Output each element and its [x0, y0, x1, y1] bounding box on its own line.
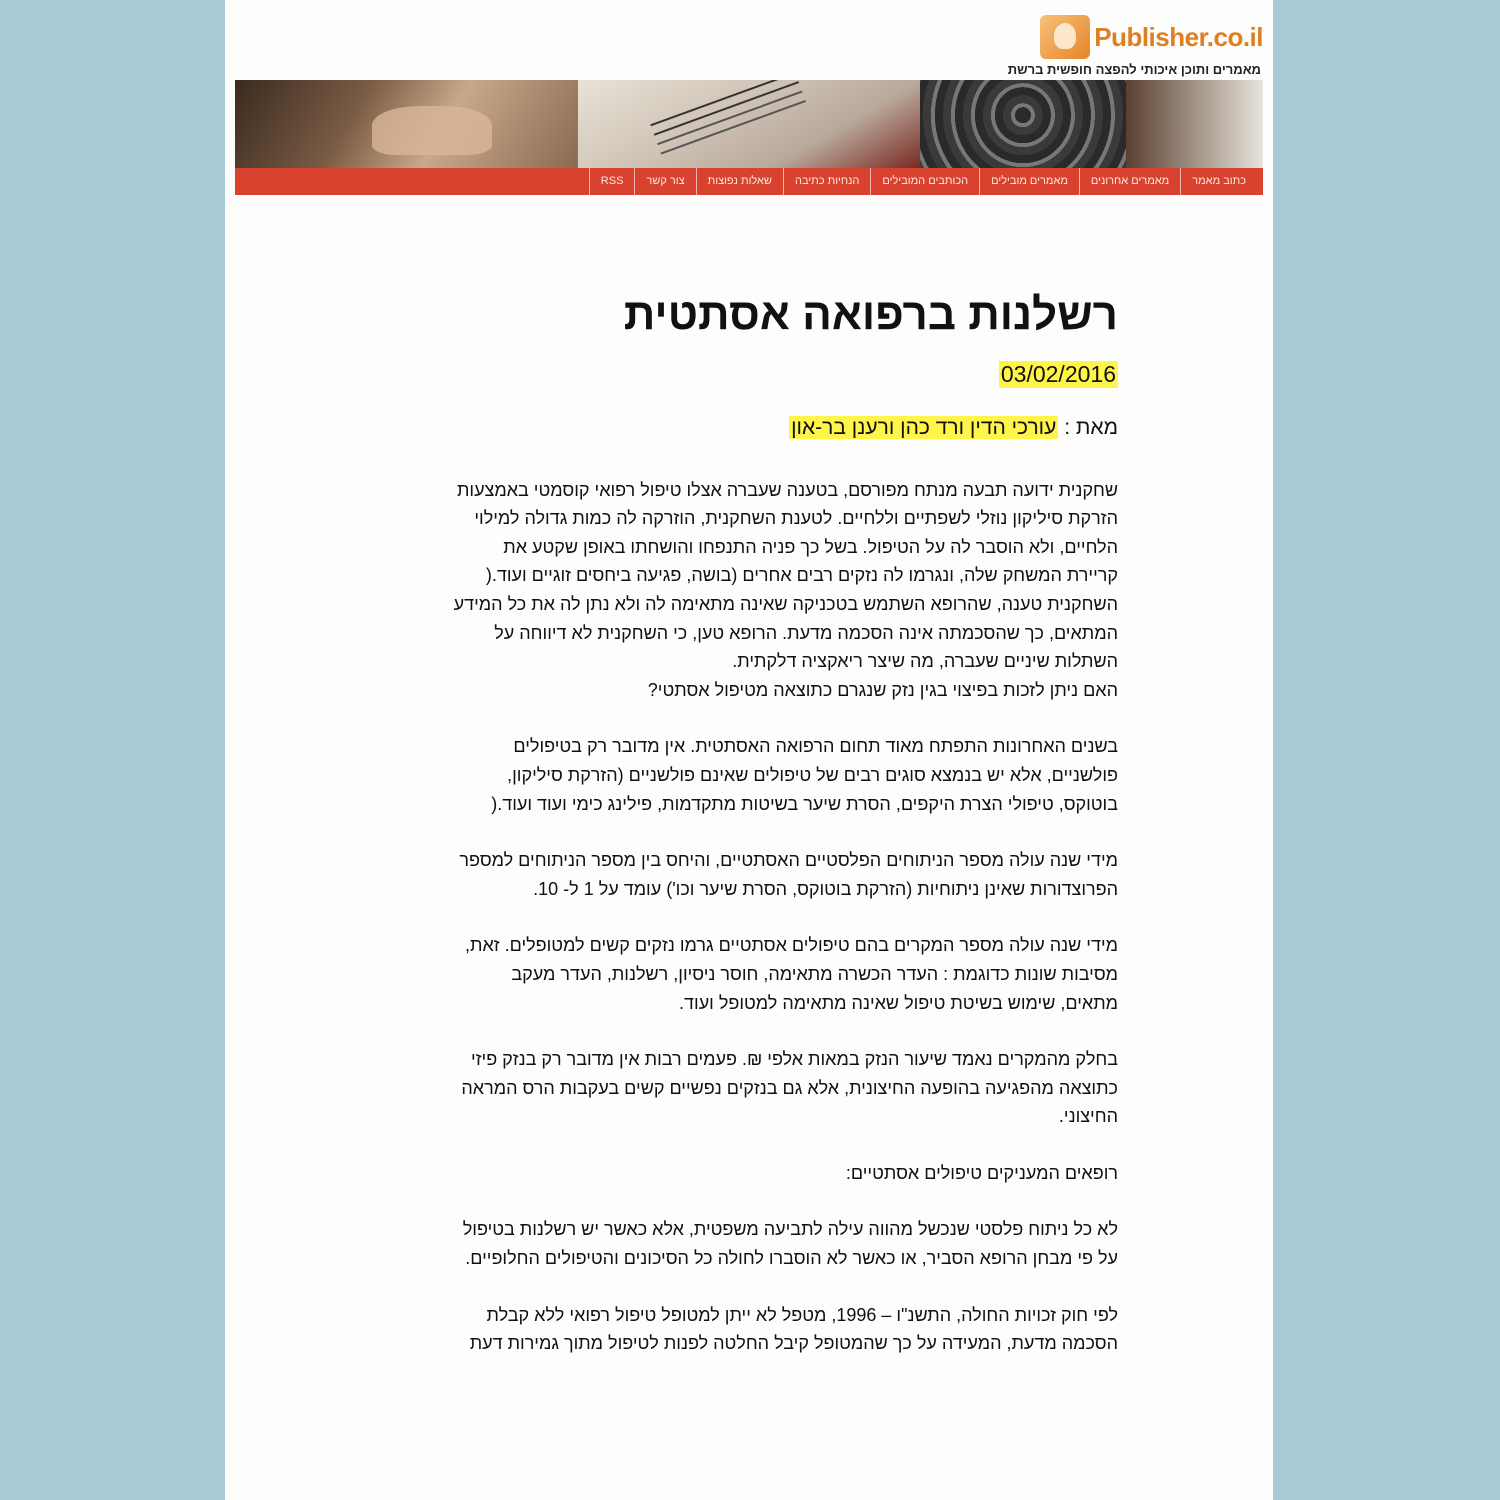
byline-label: מאת : [1064, 415, 1118, 439]
banner-photo-writing [235, 80, 578, 168]
article-paragraph: שחקנית ידועה תבעה מנתח מפורסם, בטענה שעברה אצלו טיפול רפואי קוסמטי באמצעות הזרקת סיליקון נוזלי לשפתיים וללחיים. לטענת השחקנית, הוזרקה לה כמות גדולה למילוי הלחיים, ולא הוסבר לה על הטיפול. בשל כך פניה התנפחו והושחתו באופן שקטע את קריירת המשחק שלה, ונגרמו לה נזקים רבים אחרים (בושה, פגיעה ביחסים זוגיים ועוד.( השחקנית טענה, שהרופא השתמש בטכניקה שאינה מתאימה לה ולא נתן לה את כל המידע המתאים, כך שהסכמתה אינה הסכמה מדעת. הרופא טען, כי השחקנית לא דיווחה על השתלות שיניים שעברה, מה שיצר ריאקציה דלקתית. האם ניתן לזכות בפיצוי בגין נזק שנגרם כתוצאה מטיפול אסתטי? [453, 479, 1118, 700]
nav-contact[interactable]: צור קשר [634, 168, 695, 195]
article [375, 290, 1118, 1358]
article-date: 03/02/2016 [1000, 360, 1116, 387]
banner-photo-pen [578, 80, 921, 168]
nav-latest-articles[interactable]: מאמרים אחרונים [1079, 168, 1180, 195]
document-page [225, 0, 1273, 1500]
article-paragraph: לפי חוק זכויות החולה, התשנ"ו – 1996, מטפל לא ייתן למטופל טיפול רפואי ללא קבלת הסכמה מדעת, המעידה על כך שהמטופל קיבל החלטה לפנות לטיפול מתוך גמירות דעת [469, 1304, 1118, 1354]
logo-icon [1040, 15, 1090, 59]
nav-top-articles[interactable]: מאמרים מובילים [979, 168, 1079, 195]
banner-photo-typewriter [920, 80, 1263, 168]
article-paragraph: מידי שנה עולה מספר המקרים בהם טיפולים אסתטיים גרמו נזקים קשים למטופלים. זאת, מסיבות שונות כדוגמת : העדר הכשרה מתאימה, חוסר ניסיון, רשלנות, העדר מעקב מתאים, שימוש בשיטת טיפול שאינה מתאימה למטופל ועוד. [465, 935, 1118, 1013]
nav-write-article[interactable]: כתוב מאמר [1180, 168, 1257, 195]
nav-faq[interactable]: שאלות נפוצות [696, 168, 783, 195]
article-paragraph: בחלק מהמקרים נאמד שיעור הנזק במאות אלפי ₪. פעמים רבות אין מדובר רק בנזק פיזי כתוצאה מהפגיעה בהופעה החיצונית, אלא גם בנזקים נפשיים קשים בעקבות הרס המראה החיצוני. [461, 1049, 1118, 1127]
main-nav [235, 168, 1263, 195]
header-banner [235, 80, 1263, 168]
site-logo[interactable] [1040, 12, 1263, 62]
article-byline [375, 416, 1118, 440]
article-paragraph: בשנים האחרונות התפתח מאוד תחום הרפואה האסתטית. אין מדובר רק בטיפולים פולשניים, אלא יש בנמצא סוגים רבים של טיפולים שאינם פולשניים (הזרקת סיליקון, בוטוקס, טיפולי הצרת היקפים, הסרת שיער בשיטות מתקדמות, פילינג כימי ועוד ועוד.( [491, 736, 1118, 814]
article-paragraph: לא כל ניתוח פלסטי שנכשל מהווה עילה לתביעה משפטית, אלא כאשר יש רשלנות בטיפול על פי מבחן הרופא הסביר, או כאשר לא הוסברו לחולה כל הסיכונים והטיפולים החלופיים. [462, 1219, 1118, 1269]
nav-rss[interactable]: RSS [589, 168, 635, 195]
nav-top-writers[interactable]: הכותבים המובילים [870, 168, 979, 195]
article-author: עורכי הדין ורד כהן ורענן בר-און [791, 415, 1057, 439]
article-paragraph: מידי שנה עולה מספר הניתוחים הפלסטיים האסתטיים, והיחס בין מספר הניתוחים למספר הפרוצדורות שאינן ניתוחיות (הזרקת בוטוקס, הסרת שיער וכו') עומד על 1 ל- 10. [459, 850, 1118, 899]
article-subheading: רופאים המעניקים טיפולים אסתטיים: [845, 1162, 1118, 1183]
article-title: רשלנות ברפואה אסתטית [623, 290, 1118, 339]
site-tagline: מאמרים ותוכן איכותי להפצה חופשית ברשת [1007, 62, 1261, 77]
logo-text: Publisher.co.il [1094, 21, 1263, 52]
nav-writing-guidelines[interactable]: הנחיות כתיבה [783, 168, 870, 195]
